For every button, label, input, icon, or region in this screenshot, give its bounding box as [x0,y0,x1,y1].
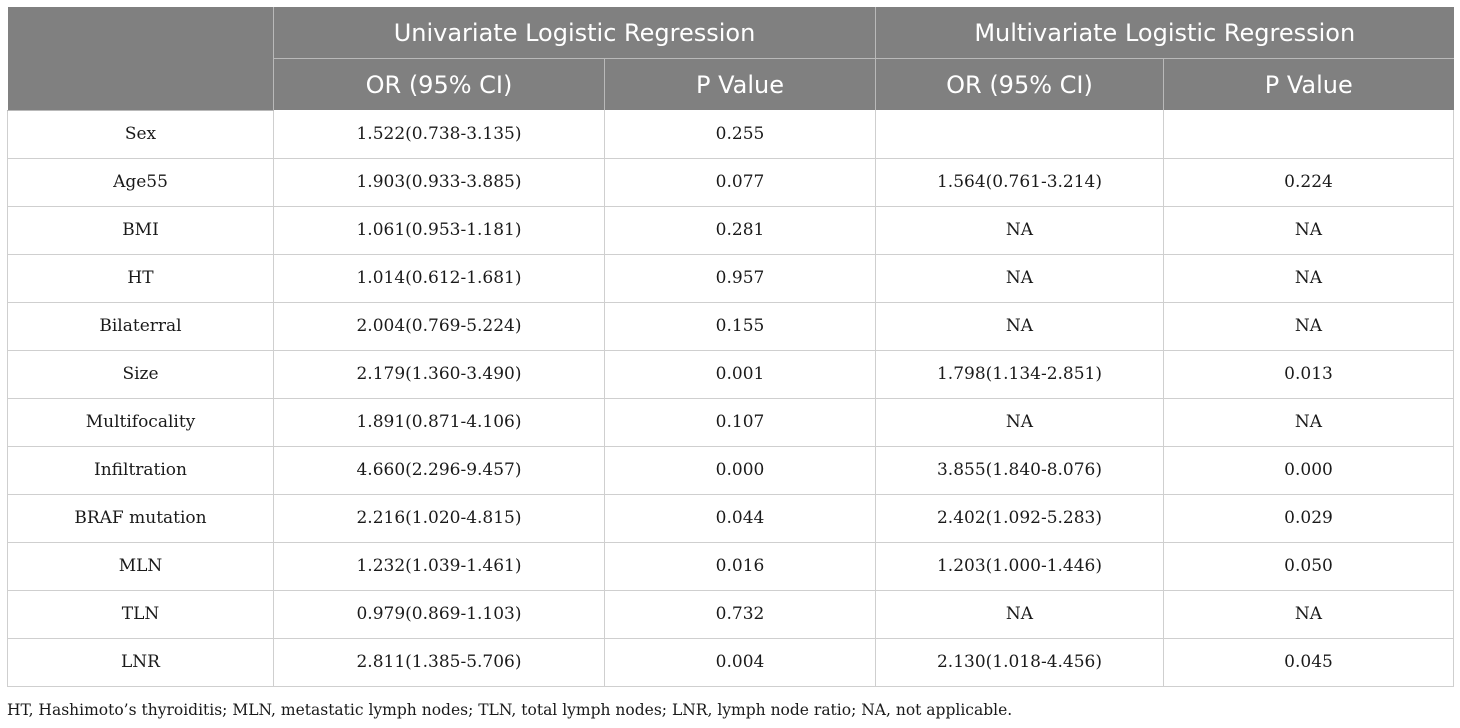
univariate-p-cell: 0.044 [605,494,876,542]
univariate-or-cell: 4.660(2.296-9.457) [274,446,605,494]
univariate-p-cell: 0.155 [605,302,876,350]
regression-table-container [7,7,1453,687]
multivariate-p-cell: 0.050 [1164,542,1454,590]
univariate-or-cell: 1.061(0.953-1.181) [274,206,605,254]
multivariate-p-cell: NA [1164,398,1454,446]
multivariate-or-cell: 1.564(0.761-3.214) [876,158,1164,206]
multivariate-p-cell [1164,110,1454,158]
multivariate-or-cell: 2.402(1.092-5.283) [876,494,1164,542]
multivariate-p-cell: 0.224 [1164,158,1454,206]
univariate-p-cell: 0.732 [605,590,876,638]
variable-cell: BMI [8,206,274,254]
table-row [8,398,1454,446]
variable-cell: Size [8,350,274,398]
multivariate-or-cell: NA [876,398,1164,446]
table-body [8,110,1454,686]
table-row [8,494,1454,542]
univariate-or-cell: 1.903(0.933-3.885) [274,158,605,206]
univariate-or-header: OR (95% CI) [274,59,605,111]
table-row [8,206,1454,254]
multivariate-header: Multivariate Logistic Regression [876,7,1454,59]
variable-header-cell [8,7,274,110]
table-row [8,638,1454,686]
univariate-or-cell: 1.522(0.738-3.135) [274,110,605,158]
univariate-header: Univariate Logistic Regression [274,7,876,59]
multivariate-p-cell: 0.045 [1164,638,1454,686]
univariate-or-cell: 2.179(1.360-3.490) [274,350,605,398]
multivariate-or-cell: NA [876,590,1164,638]
multivariate-or-cell: 1.798(1.134-2.851) [876,350,1164,398]
table-row [8,302,1454,350]
univariate-p-cell: 0.107 [605,398,876,446]
univariate-p-cell: 0.001 [605,350,876,398]
multivariate-or-cell: NA [876,206,1164,254]
univariate-or-cell: 0.979(0.869-1.103) [274,590,605,638]
univariate-p-cell: 0.957 [605,254,876,302]
table-row [8,158,1454,206]
multivariate-p-cell: NA [1164,590,1454,638]
multivariate-p-cell: 0.013 [1164,350,1454,398]
variable-cell: Bilaterral [8,302,274,350]
univariate-or-cell: 2.004(0.769-5.224) [274,302,605,350]
table-row [8,254,1454,302]
group-header-row [8,7,1454,59]
univariate-or-cell: 2.216(1.020-4.815) [274,494,605,542]
univariate-p-cell: 0.077 [605,158,876,206]
multivariate-p-cell: 0.000 [1164,446,1454,494]
univariate-p-cell: 0.000 [605,446,876,494]
multivariate-p-header: P Value [1164,59,1454,111]
univariate-p-cell: 0.016 [605,542,876,590]
table-row [8,590,1454,638]
regression-table [7,7,1454,687]
multivariate-or-header: OR (95% CI) [876,59,1164,111]
multivariate-p-cell: NA [1164,254,1454,302]
multivariate-p-cell: NA [1164,206,1454,254]
multivariate-or-cell [876,110,1164,158]
multivariate-or-cell: 3.855(1.840-8.076) [876,446,1164,494]
univariate-or-cell: 1.891(0.871-4.106) [274,398,605,446]
table-row [8,446,1454,494]
table-row [8,542,1454,590]
multivariate-p-cell: NA [1164,302,1454,350]
table-row [8,350,1454,398]
multivariate-p-cell: 0.029 [1164,494,1454,542]
variable-cell: TLN [8,590,274,638]
multivariate-or-cell: NA [876,302,1164,350]
variable-cell: MLN [8,542,274,590]
univariate-p-cell: 0.255 [605,110,876,158]
univariate-p-cell: 0.281 [605,206,876,254]
multivariate-or-cell: 2.130(1.018-4.456) [876,638,1164,686]
univariate-p-header: P Value [605,59,876,111]
multivariate-or-cell: 1.203(1.000-1.446) [876,542,1164,590]
variable-cell: Multifocality [8,398,274,446]
variable-cell: Sex [8,110,274,158]
multivariate-or-cell: NA [876,254,1164,302]
variable-cell: Age55 [8,158,274,206]
variable-cell: HT [8,254,274,302]
variable-cell: Infiltration [8,446,274,494]
table-row [8,110,1454,158]
univariate-or-cell: 1.232(1.039-1.461) [274,542,605,590]
variable-cell: LNR [8,638,274,686]
table-footnote: HT, Hashimoto’s thyroiditis; MLN, metastatic lymph nodes; TLN, total lymph nodes; LNR, lymph node ratio; NA, not applicable. [7,701,1013,719]
univariate-or-cell: 1.014(0.612-1.681) [274,254,605,302]
variable-cell: BRAF mutation [8,494,274,542]
univariate-p-cell: 0.004 [605,638,876,686]
univariate-or-cell: 2.811(1.385-5.706) [274,638,605,686]
